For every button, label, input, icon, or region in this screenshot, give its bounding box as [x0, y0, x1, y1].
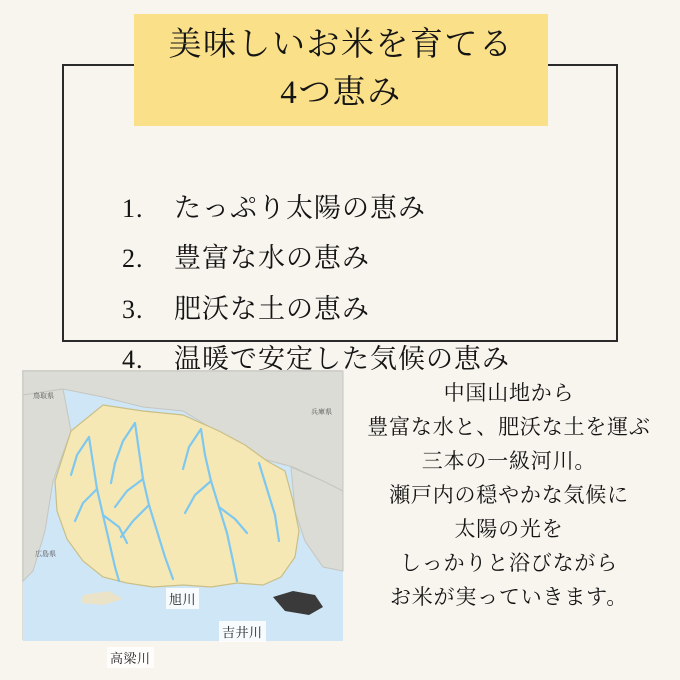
river-label-yoshiigawa: 吉井川	[219, 621, 266, 642]
description-line: 三本の一級河川。	[421, 449, 597, 474]
list-item-label: 豊富な水の恵み	[174, 243, 370, 274]
pref-label-hiroshima: 広島県	[35, 551, 56, 558]
benefits-list	[62, 190, 618, 392]
list-item-number: 2.	[122, 244, 144, 274]
list-item	[62, 341, 618, 377]
description-line: 瀬戸内の穏やかな気候に	[389, 483, 629, 508]
river-label-asahigawa: 旭川	[166, 588, 199, 609]
description-line: お米が実っていきます。	[389, 585, 629, 610]
list-item	[62, 291, 618, 327]
list-item-label: 肥沃な土の恵み	[174, 293, 370, 324]
list-item	[62, 240, 618, 276]
pref-label-tottori: 鳥取県	[33, 393, 54, 400]
list-item-number: 4.	[122, 345, 144, 375]
title-line-2: 4つ恵み	[280, 75, 402, 111]
bottom-section	[0, 366, 680, 666]
list-item-label: 温暖で安定した気候の恵み	[174, 344, 510, 375]
description-line: 中国山地から	[443, 381, 575, 405]
list-item-label: たっぷり太陽の恵み	[174, 193, 426, 223]
description-line: 豊富な水と、肥沃な土を運ぶ	[367, 415, 651, 440]
description-line: しっかりと浴びながら	[400, 551, 618, 576]
list-item	[62, 190, 618, 226]
description-line: 太陽の光を	[454, 517, 564, 542]
title-band	[134, 14, 548, 126]
list-item-number: 1.	[122, 194, 144, 223]
pref-label-hyogo: 兵庫県	[311, 409, 332, 416]
river-label-takahashigawa: 高梁川	[107, 647, 154, 668]
description-block	[350, 376, 668, 614]
okayama-map	[22, 370, 342, 666]
list-item-number: 3.	[122, 294, 144, 324]
title-line-1: 美味しいお米を育てる	[168, 27, 514, 64]
